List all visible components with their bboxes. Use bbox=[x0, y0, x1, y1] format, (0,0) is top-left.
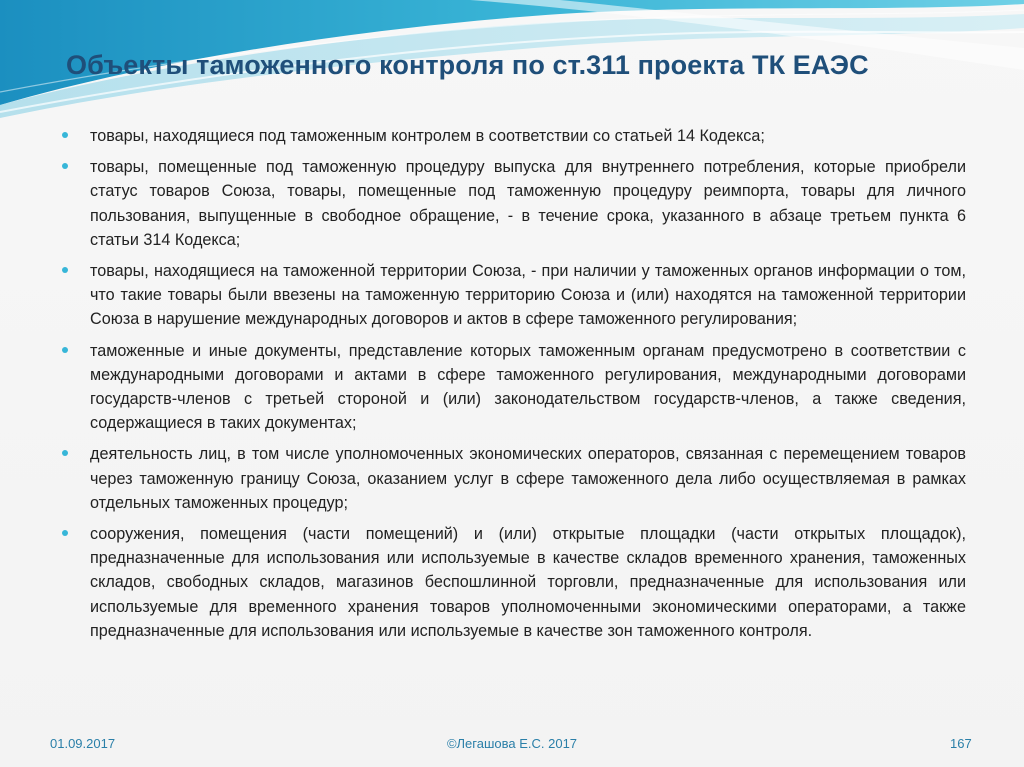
list-item-text: сооружения, помещения (части помещений) и (или) открытые площадки (части открытых площадок), предназначенные для использования или используемые в качестве складов временного хранения, таможенных складов, свободных складов, магазинов беспошлинной торговли, предназначенные для использования или используемые для временного хранения товаров уполномоченными экономическими операторами, а также предназначенные для использования или используемые в качестве зон таможенного контроля. bbox=[90, 525, 966, 640]
bullet-icon bbox=[62, 132, 68, 138]
list-item-text: товары, находящиеся под таможенным контролем в соответствии со статьей 14 Кодекса; bbox=[90, 127, 765, 145]
list-item bbox=[62, 155, 966, 252]
bullet-icon bbox=[62, 450, 68, 456]
list-item bbox=[62, 442, 966, 515]
list-item bbox=[62, 339, 966, 436]
footer-page-number: 167 bbox=[950, 736, 972, 751]
list-item bbox=[62, 259, 966, 332]
footer-author: ©Легашова Е.С. 2017 bbox=[446, 736, 578, 751]
list-item bbox=[62, 124, 966, 148]
bullet-icon bbox=[62, 163, 68, 169]
bullet-icon bbox=[62, 347, 68, 353]
bullet-icon bbox=[62, 530, 68, 536]
list-item bbox=[62, 522, 966, 643]
footer-date: 01.09.2017 bbox=[50, 736, 116, 751]
bullet-icon bbox=[62, 267, 68, 273]
list-item-text: товары, находящиеся на таможенной территории Союза, - при наличии у таможенных органов информации о том, что такие товары были ввезены на таможенную территорию Союза и (или) находятся на таможенной территории Союза в нарушение международных договоров и актов в сфере таможенного регулирования; bbox=[90, 262, 966, 329]
list-item-text: таможенные и иные документы, представление которых таможенным органам предусмотрено в соответствии с международными договорами и актами в сфере таможенного регулирования, международными договорами государств-членов с третьей стороной и (или) законодательством государств-членов, а также сведения, содержащиеся в таких документах; bbox=[90, 341, 966, 433]
bullet-list bbox=[62, 124, 966, 650]
list-item-text: товары, помещенные под таможенную процедуру выпуска для внутреннего потребления, которые приобрели статус товаров Союза, товары, помещенные под таможенную процедуру реимпорта, товары для личного пользования, выпущенные в свободное обращение, - в течение срока, указанного в абзаце третьем пункта 6 статьи 314 Кодекса; bbox=[90, 158, 966, 249]
slide-title: Объекты таможенного контроля по ст.311 проекта ТК ЕАЭС bbox=[66, 50, 869, 80]
list-item-text: деятельность лиц, в том числе уполномоченных экономических операторов, связанная с перемещением товаров через таможенную границу Союза, оказанием услуг в сфере таможенного дела либо осуществляемая в рамках отдельных таможенных процедур; bbox=[90, 445, 966, 512]
